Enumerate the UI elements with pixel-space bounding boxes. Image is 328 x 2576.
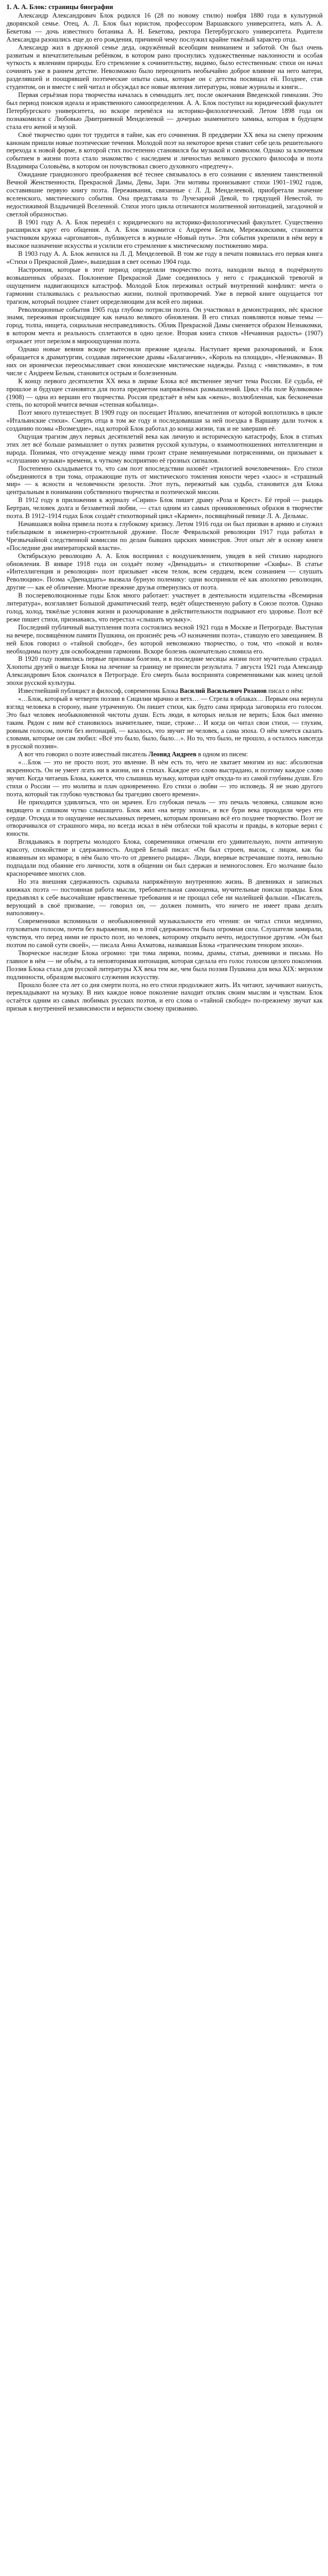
paragraph: Не приходится удивляться, что он мрачен. Его глубокая печаль — это печаль человека, слишком ясно видящего и слишком чутко слышащего. Блок жил «на ветру эпохи», и все бури века проходили через его сердце. Отсюда и то ощущение неслыханных перемен, которым пронизано всё его позднее творчество. Поэт не отворачивался от страшного мира, но всегда искал в нём отблески той красоты и правды, в которые верил с юности. [6, 798, 323, 838]
paragraph: Ожидание грандиозного преображения всё теснее связывалось в его сознании с явлением таинственной Вечной Женственности, Прекрасной Дамы, Девы, Зари. Эти мотивы пронизывают стихи 1901–1902 годов, составившие первую книгу поэта. Переживания, связанные с Л. Д. Менделеевой, приобретали значение вселенского, мистического события. Она представала то Лучезарной Девой, то грядущей Невестой, то недостижимой Владычицей Вселенной. Стихи этого цикла отличаются молитвенной интонацией, загадочной и светлой образностью. [6, 171, 323, 218]
paragraph: Революционные события 1905 года глубоко потрясли поэта. Он участвовал в демонстрациях, нёс красное знамя, переживая происходящее как начало великого обновления. В его стихах появляются новые темы — город, толпа, нищета, социальная несправедливость. Облик Прекрасной Дамы сменяется образом Незнакомки, в котором мечта и реальность сплетаются в одно целое. Вторая книга стихов «Нечаянная радость» (1907) отражает этот перелом в мироощущении поэта. [6, 305, 323, 345]
paragraph: В 1912 году в приложении к журналу «Сирин» Блок пишет драму «Роза и Крест». Её герой — рыцарь Бертран, человек долга и беззаветной любви, — стал одним из самых проникновенных образов в творчестве поэта. В 1912–1914 годах Блок создаёт стихотворный цикл «Кармен», посвящённый певице Л. А. Дельмас. [6, 496, 323, 520]
quote-text-rozanov: «…Блок, который в четверти поэзии в Сицилии мрачно и ветх… — Стрела в облаках… Первым она вернула взгляд человека в сторону, ныне утраченную. Он пишет стихи, как будто сама природа заговорила его голосом. Это был человек необыкновенной чистоты души. Есть люди, в которых нельзя не верить; Блок был именно таким. Рядом с ним всё становилось значительнее, тише, строже… И когда он читал свои стихи, — глухим, ровным голосом, почти без интонаций, — казалось, что звучит не человек, а сама эпоха. О нём хочется сказать словами, которые он сам любил: «Всё это было, было, было…». Но то, что было, не прошло, а осталось навсегда в русской поэзии». [6, 695, 323, 750]
paragraph: В 1903 году А. А. Блок женился на Л. Д. Менделеевой. В том же году в печати появилась его первая книга «Стихи о Прекрасной Даме», вышедшая в свет осенью 1904 года. [6, 250, 323, 266]
paragraph: Но эта внешняя сдержанность скрывала напряжённую внутреннюю жизнь. В дневниках и записных книжках поэта — постоянная работа мысли, требовательная самооценка, мучительные поиски правды. Блок предъявлял к себе высочайшие нравственные требования и не прощал себе ни малейшей фальши. «Писатель, верующий в своё призвание, — говорил он, — должен помнить, что ничего не имеет права делать наполовину». [6, 877, 323, 917]
paragraph: Начавшаяся война привела поэта к глубокому кризису. Летом 1916 года он был призван в армию и служил табельщиком в инженерно-строительной дружине. После Февральской революции 1917 года работал в Чрезвычайной следственной комиссии по делам бывших царских министров. Этот опыт лёг в основу книги «Последние дни императорской власти». [6, 520, 323, 552]
paragraph: Постепенно складывается то, что сам поэт впоследствии назовёт «трилогией вочеловечения». Его стихи объединяются в три тома, отражающие путь от мистического томления юности через «хаос» и «страшный мир» — к ясности и человечности зрелости. Этот путь, пережитый как судьба, становится для Блока центральным в понимании собственного творчества и поэтической миссии. [6, 464, 323, 496]
paragraph: Александр жил в дружной семье деда, окружённый всеобщим вниманием и заботой. Он был очень развитым и впечатлительным ребёнком, в котором рано проснулись художественные наклонности и особая чуткость к явлениям природы. Его стремление к сочинительству, видимо, было естественным: стихи он начал сочинять уже в раннем детстве. Невозможно было переоценить необычайно доброе влияние на него матери, разделявшей и поощрявшей поэтические опыты сына, которые он с детства посвящал ей. Позднее, став студентом, он и вместе с ней читал и обсуждал все новые явления литературы, новые журналы и книги... [6, 43, 323, 91]
paragraph: Последний публичный выступления поэта состоялись весной 1921 года в Москве и Петрограде. Выступая на вечере, посвящённом памяти Пушкина, он произнёс речь «О назначении поэта», ставшую его завещанием. В ней Блок говорил о «тайной свободе», без которой невозможно творчество, о том, что «покой и воля» необходимы поэту для освобождения гармонии. Вскоре болезнь окончательно сломила его. [6, 623, 323, 655]
paragraph: Поэт много путешествует. В 1909 году он посещает Италию, впечатления от которой воплотились в цикле «Итальянские стихи». Смерть отца в том же году и последовавшая за ней поездка в Варшаву дали толчок к созданию поэмы «Возмездие», над которой Блок работал до конца жизни, так и не завершив её. [6, 409, 323, 433]
paragraph: Своё творчество один тот трудится в тайне, как его сочинения. В преддверии XX века на смену прежним канонам пришли новые поэтические течения. Молодой поэт на некоторое время ставит себе цель решительного перехода к новой форме, в которой стих постепенно становился бы музыкой и символом. Однако за ключевым событием в жизни поэта стало знакомство с наследием и личностью великого русского философа и поэта Владимира Соловьёва, в котором он почувствовал своего духовного «предтечу». [6, 131, 323, 171]
paragraph: Ощущая трагизм двух первых десятилетий века как личную и историческую катастрофу, Блок в статьях этих лет всё больше размышляет о путях развития русской культуры, о взаимоотношениях интеллигенции и народа. Понимая, что отчуждение между ними грозит стране неминуемыми потрясениями, он призывает к «слушанию музыки» времени, к чуткому восприятию её грозных сигналов. [6, 433, 323, 464]
quote-intro: А вот что говорил о поэте известный писатель [18, 750, 147, 758]
quote-intro-rozanov [6, 687, 323, 695]
paragraph: Александр Александрович Блок родился 16 (28 по новому стилю) ноября 1880 года в культурной дворянской семье. Отец, А. Л. Блок был юристом, профессором Варшавского университета, мать А. А. Бекетова — дочь известного ботаника А. Н. Бекетова, ректора Петербургского университета. Родители Александра разошлись еще до его рождения, причиной чему послужил крайне тяжёлый характер отца. [6, 12, 323, 43]
quote-intro-andreev [6, 750, 323, 758]
quote-lead: писал о нём: [268, 687, 303, 695]
quote-text-andreev: «…Блок — это не просто поэт, это явление. В нём есть то, чего не хватает многим из нас: абсолютная искренность. Он не умеет лгать ни в жизни, ни в стихах. Каждое его слово выстрадано, и поэтому каждое слово звучит. Когда читаешь Блока, кажется, что слышишь музыку, которая идёт откуда-то из самой глубины души. Его стихи о России — это молитва и плач одновременно. Его стихи о любви — это исповедь. Я не знаю другого поэта, который так глубоко чувствовал бы трагедию своего времени». [6, 758, 323, 798]
paragraph: К концу первого десятилетия XX века в лирике Блока всё явственнее звучит тема России. Её судьба, её прошлое и будущее становятся для поэта предметом напряжённых размышлений. Цикл «На поле Куликовом» (1908) — одна из вершин его творчества. Россия предстаёт в нём как «жена», возлюбленная, как бесконечная степь, по которой мчится вечная «степная кобылица». [6, 377, 323, 409]
paragraph: Современники вспоминали о необыкновенной музыкальности его чтения: он читал стихи медленно, глуховатым голосом, почти без выражения, но в этой сдержанности была огромная сила. Слушатели замирали, чувствуя, что перед ними не просто поэт, но человек, которому открыто нечто, недоступное другим. «Он был поэтом по самой сути своей», — писала Анна Ахматова, назвавшая Блока «трагическим тенором эпохи». [6, 917, 323, 949]
paragraph: Однако новые веяния вскоре вытеснили прежние идеалы. Наступает время разочарований, и Блок обращается к драматургии, создавая лирические драмы «Балаганчик», «Король на площади», «Незнакомка». В них он иронически переосмысливает свои юношеские мистические надежды. Разлад с «мистиками», в том числе с Андреем Белым, становится острым и болезненным. [6, 345, 323, 377]
paragraph: В послереволюционные годы Блок много работает: участвует в деятельности издательства «Всемирная литература», возглавляет Большой драматический театр, ведёт общественную работу в Союзе поэтов. Однако голод, холод, тяжёлые условия жизни и разочарование в действительности подрывают его здоровье. Поэт всё реже пишет стихи, признаваясь, что перестал «слышать музыку». [6, 592, 323, 623]
paragraph: Творческое наследие Блока огромно: три тома лирики, поэмы, драмы, статьи, дневники и письма. Но главное в нём — не объём, а та неповторимая интонация, которая сделала его голос голосом целого поколения. Поэзия Блока стала для русской литературы XX века тем же, чем была поэзия Пушкина для века XIX: мерилом подлинности, образцом высокого служения искусству. [6, 949, 323, 981]
paragraph: Октябрьскую революцию А. А. Блок воспринял с воодушевлением, увидев в ней стихию народного обновления. В январе 1918 года он создаёт поэму «Двенадцать» и стихотворение «Скифы». В статье «Интеллигенция и революция» поэт призывает «всем телом, всем сердцем, всем сознанием — слушать Революцию». Поэма «Двенадцать» вызвала бурную полемику: одни восприняли её как апологию революции, другие — как её обличение. Многие прежние друзья отвернулись от поэта. [6, 552, 323, 592]
section-title: 1. А. А. Блок: страницы биографии [6, 3, 114, 11]
quote-lead: в одном из писем: [198, 750, 248, 758]
quote-author: Леонид Андреев [148, 750, 197, 758]
paragraph: Первая серьёзная пора творчества началась в семнадцать лет, после окончания Введенской гимназии. Это был период поисков идеала и нравственного самоопределения. А. А. Блок поступил на юридический факультет Петербургского университета, но вскоре перевёлся на историко-филологический. Летом 1898 года он познакомился с Любовью Дмитриевной Менделеевой — дочерью знаменитого химика, которая в будущем стала его женой и музой. [6, 91, 323, 131]
paragraph: В 1920 году появились первые признаки болезни, и в последние месяцы жизни поэт мучительно страдал. Хлопоты друзей о выезде Блока на лечение за границу не принесли результата. 7 августа 1921 года Александр Александрович Блок скончался в Петрограде. Его смерть была воспринята современниками как конец целой эпохи русской культуры. [6, 655, 323, 687]
quote-author: Василий Васильевич Розанов [180, 687, 267, 695]
paragraph: Прошло более ста лет со дня смерти поэта, но его стихи продолжают жить. Их читают, заучивают наизусть, перекладывают на музыку. В них каждое новое поколение находит отклик своим мыслям и чувствам. Блок остаётся одним из самых любимых русских поэтов, и его слова о «тайной свободе» по-прежнему звучат как призыв к внутренней независимости и верности своему призванию. [6, 981, 323, 1013]
quote-intro: Известнейший публицист и философ, современник Блока [18, 687, 178, 695]
paragraph: В 1901 году А. А. Блок перешёл с юридического на историко-филологический факультет. Существенно расширился круг его общения. А. А. Блок знакомится с Андреем Белым, Мережковскими, становится участником кружка «аргонавтов», публикуется в журнале «Новый путь». Эти события укрепили в нём веру в высокое назначение искусства и усилили его стремление к мистическому постижению мира. [6, 218, 323, 250]
paragraph: Настроения, которые в этот период определяли творчество поэта, находили выход в подчёркнуто возвышенных образах. Поклонение Прекрасной Даме соединялось у него с гражданской тревогой и ощущением надвигающихся катастроф. Молодой Блок переживал острый внутренний конфликт: мечта о гармонии сталкивалась с реальностью жизни, полной противоречий. Уже в первой книге ощущается тот трагизм, который позднее станет определяющим для всей его лирики. [6, 266, 323, 305]
paragraph: Вглядываясь в портреты молодого Блока, современники отмечали его удивительную, почти античную красоту, спокойствие и сдержанность. Андрей Белый писал: «Он был строен, высок, с лицом, как бы изваянным из мрамора; в нём было что-то от древнего рыцаря». Люди, впервые встречавшие поэта, невольно подпадали под обаяние его личности, хотя в общении он был сдержан и немногословен. Его молчание было красноречивее многих слов. [6, 838, 323, 877]
